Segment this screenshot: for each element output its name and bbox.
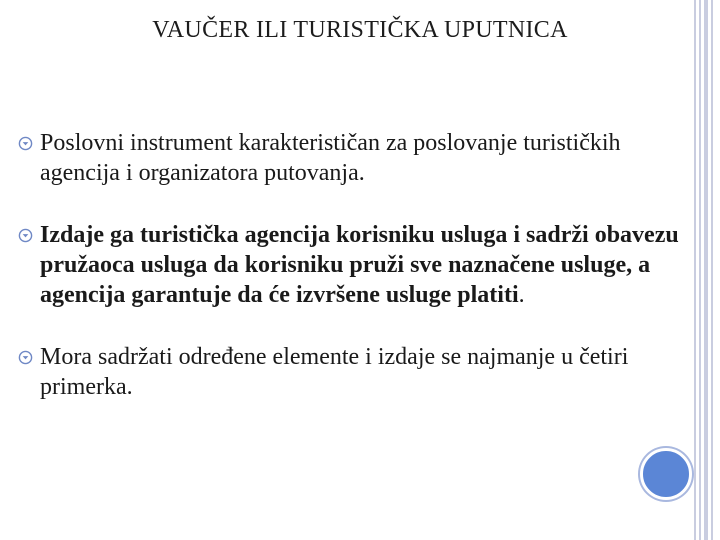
bullet-item-2: [18, 220, 688, 310]
circle-bullet-icon: [18, 136, 33, 151]
circle-bullet-icon: [18, 228, 33, 243]
bullet-list: [18, 128, 688, 402]
slide-title: VAUČER ILI TURISTIČKA UPUTNICA: [152, 17, 568, 43]
circle-bullet-icon: [18, 350, 33, 365]
bullet-item-3: [18, 342, 688, 402]
bullet-text-1: Poslovni instrument karakterističan za poslovanje turističkih agencija i organizatora putovanja.: [40, 130, 621, 186]
decorative-circle: [640, 448, 692, 500]
bullet-text-2-tail: .: [518, 282, 525, 308]
bullet-text-3: Mora sadržati određene elemente i izdaje se najmanje u četiri primerka.: [40, 344, 629, 400]
bullet-text-2: Izdaje ga turistička agencija korisniku usluga i sadrži obavezu pružaoca usluga da korisniku pruži sve naznačene usluge, a agencija garantuje da će izvršene usluge platiti: [40, 222, 679, 308]
right-border-decoration: [692, 0, 720, 540]
bullet-item-1: [18, 128, 688, 188]
